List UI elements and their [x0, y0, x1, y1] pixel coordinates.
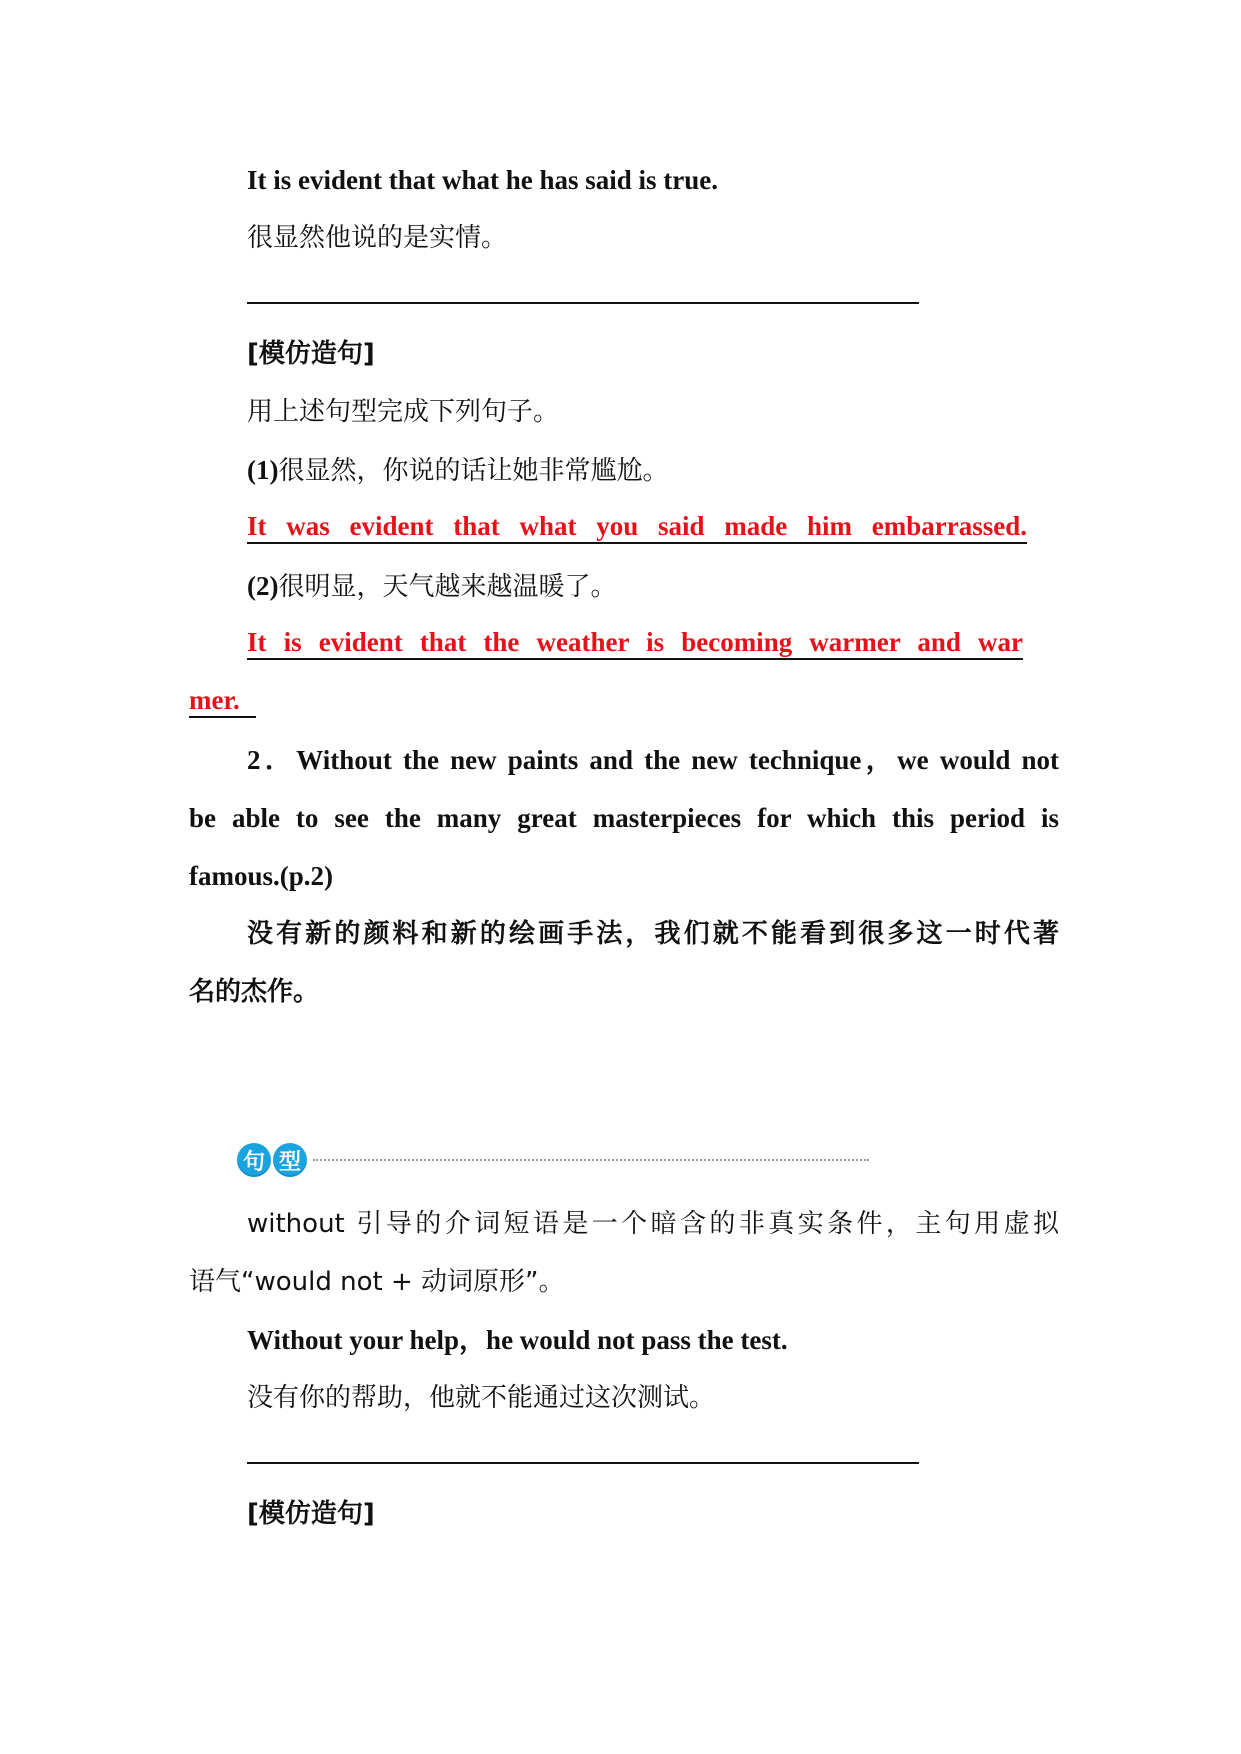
question-2-number: (2) [247, 571, 279, 601]
item-2-line-2: be able to see the many great masterpieces for which this period is [189, 803, 1059, 833]
question-1 [247, 452, 669, 489]
pattern-text-line-2: 语气“would not + 动词原形”。 [189, 1267, 565, 1297]
example-sentence-cn: 很显然他说的是实情。 [247, 223, 508, 253]
item-2-line-1 [247, 742, 1059, 778]
pattern-badge-char-2: 型 [273, 1143, 307, 1177]
answer-2-line-2: mer. [189, 684, 256, 718]
item-2-line-3: famous.(p.2) [189, 861, 334, 891]
example-sentence-en: It is evident that what he has said is true. [247, 165, 719, 195]
imitate-heading: [模仿造句] [247, 339, 375, 369]
answer-1: It was evident that what you said made him embarrassed. [247, 510, 1027, 544]
separator-rule-2 [247, 1462, 919, 1464]
imitate-heading-2: [模仿造句] [247, 1499, 375, 1529]
pattern-text-line-1-full: without 引导的介词短语是一个暗含的非真实条件，主句用虚拟 [247, 1209, 1059, 1239]
pattern-example-cn: 没有你的帮助，他就不能通过这次测试。 [247, 1383, 716, 1413]
imitate-instruction: 用上述句型完成下列句子。 [247, 397, 560, 427]
dotted-divider [313, 1159, 869, 1161]
question-1-text: 很显然，你说的话让她非常尴尬。 [278, 456, 669, 486]
separator-rule [247, 302, 919, 304]
item-2-number: 2． [247, 745, 297, 775]
pattern-example-en: Without your help，he would not pass the test. [247, 1325, 788, 1355]
question-1-number: (1) [247, 455, 279, 485]
question-2-text: 很明显，天气越来越温暖了。 [278, 572, 617, 602]
answer-2-line-1: It is evident that the weather is becoming warmer and war [247, 626, 1023, 660]
pattern-badge-row [237, 1142, 869, 1178]
pattern-badge-char-1: 句 [237, 1143, 271, 1177]
question-2 [247, 568, 617, 605]
item-2-cn-line-1: 没有新的颜料和新的绘画手法，我们就不能看到很多这一时代著 [247, 919, 1059, 949]
item-2-cn-line-2: 名的杰作。 [189, 977, 320, 1007]
item-2-text-1: Without the new paints and the new technique，we would not [296, 745, 1059, 775]
